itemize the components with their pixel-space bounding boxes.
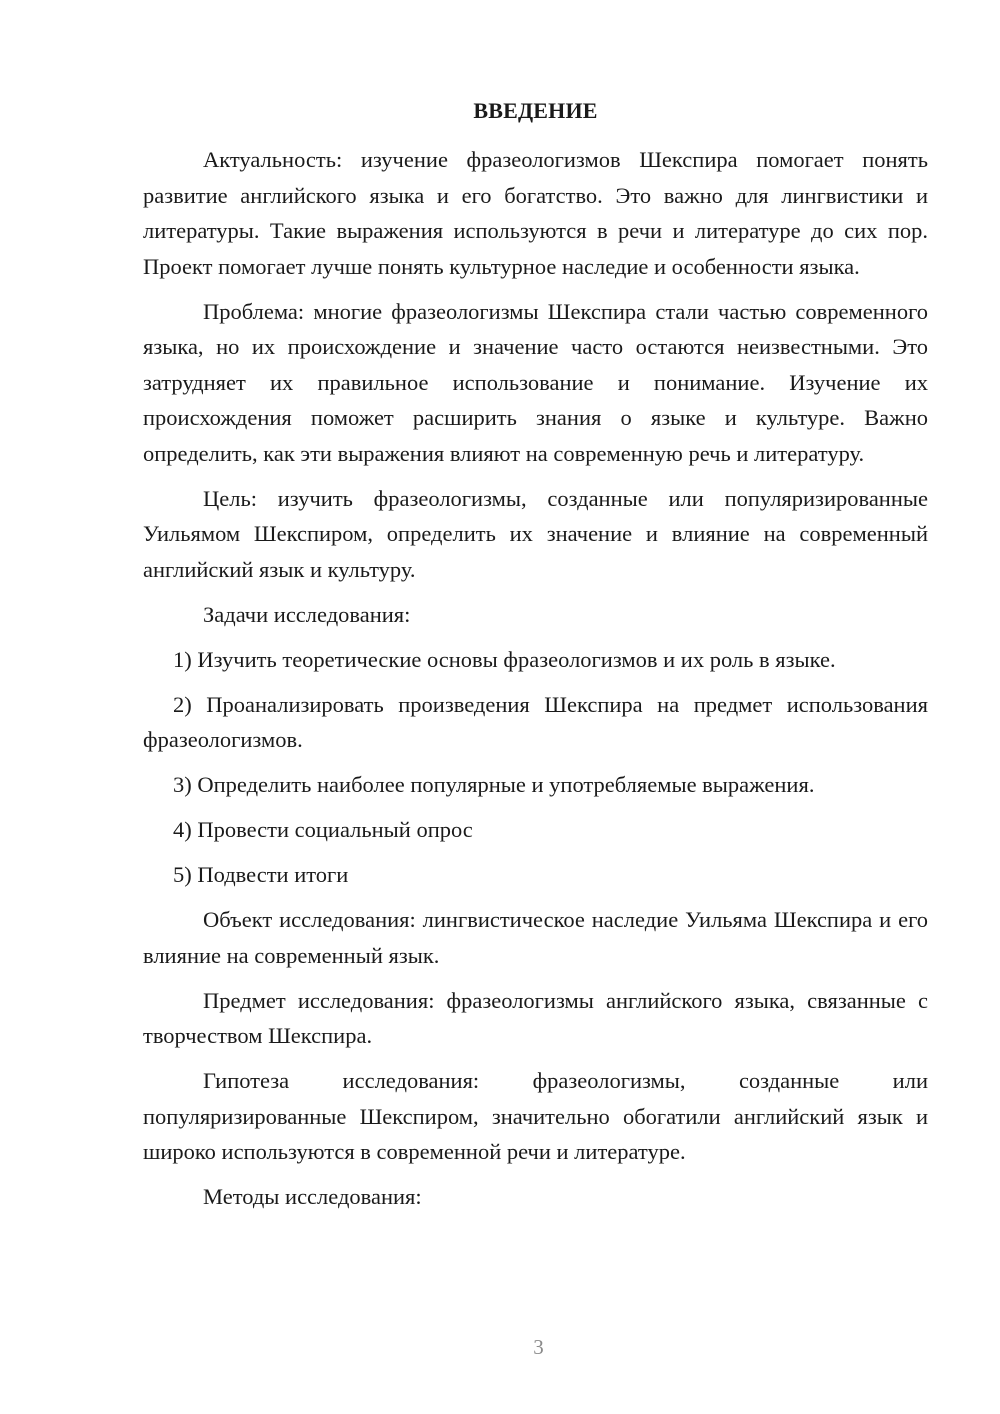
methods-heading: Методы исследования: (203, 1184, 422, 1209)
problem-paragraph: Проблема: многие фразеологизмы Шекспира стали частью современного языка, но их происхождение и значение часто остаются неизвестными. Это затрудняет их правильное использование и понимание. Изучение их происхождения поможет расширить знания о языке и культуре. Важно определить, как эти выражения влияют на современную речь и литературу. (143, 298, 928, 466)
section-title: ВВЕДЕНИЕ (473, 98, 598, 123)
task-item-1: 1) Изучить теоретические основы фразеологизмов и их роль в языке. (173, 646, 836, 672)
hypothesis-paragraph: Гипотеза исследования: фразеологизмы, созданные или популяризированные Шекспиром, значительно обогатили английский язык и широко используются в современной речи и литературе. (143, 1068, 928, 1164)
task-item-3: 3) Определить наиболее популярные и употребляемые выражения. (173, 772, 815, 797)
relevance-paragraph: Актуальность: изучение фразеологизмов Шекспира помогает понять развитие английского языка и его богатство. Это важно для лингвистики и литературы. Такие выражения используются в речи и литературе до сих пор. Проект помогает лучше понять культурное наследие и особенности языка. (143, 147, 928, 279)
goal-paragraph: Цель: изучить фразеологизмы, созданные или популяризированные Уильямом Шекспиром, определить их значение и влияние на современный английский язык и культуру. (143, 485, 928, 582)
task-item-2: 2) Проанализировать произведения Шекспира на предмет использования фразеологизмов. (143, 691, 928, 752)
subject-paragraph: Предмет исследования: фразеологизмы английского языка, связанные с творчеством Шекспира. (143, 987, 928, 1048)
document-page (143, 0, 928, 1414)
object-paragraph: Объект исследования: лингвистическое наследие Уильяма Шекспира и его влияние на современный язык. (143, 907, 928, 968)
page-number (143, 1333, 928, 1361)
task-item-4: 4) Провести социальный опрос (173, 817, 473, 842)
section-body (143, 142, 928, 1215)
page-number-text: 3 (533, 1335, 544, 1359)
tasks-heading: Задачи исследования: (203, 601, 411, 627)
task-item-5: 5) Подвести итоги (173, 862, 349, 887)
